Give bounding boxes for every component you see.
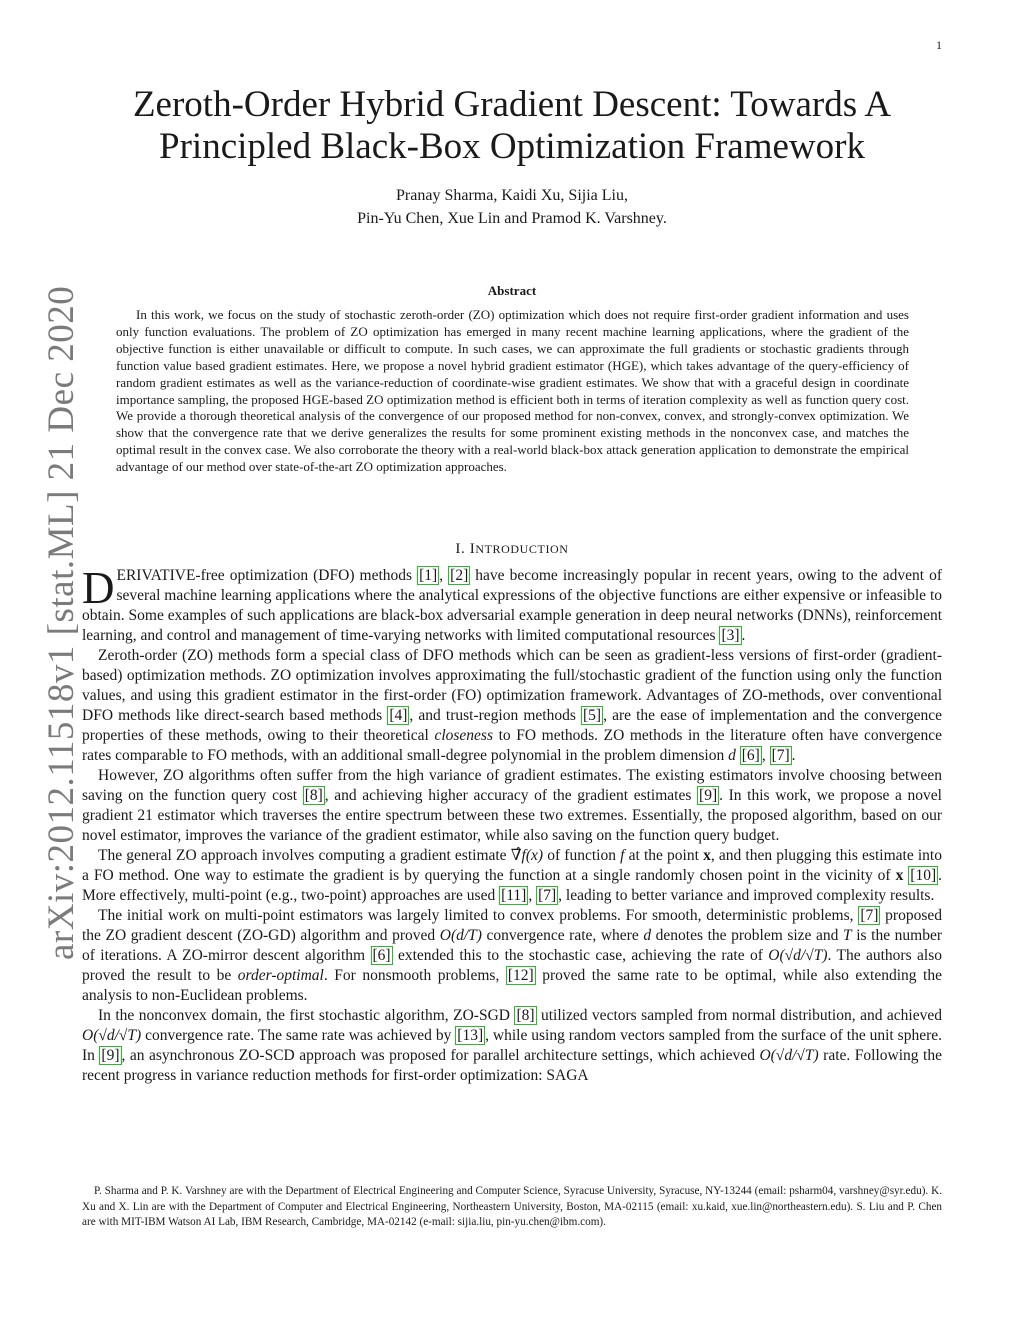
- citation-link[interactable]: [8]: [516, 1007, 535, 1024]
- citation-link[interactable]: [11]: [501, 887, 527, 904]
- citation-link[interactable]: [7]: [538, 887, 557, 904]
- citation-link[interactable]: [6]: [741, 747, 760, 764]
- citation-link[interactable]: [1]: [419, 567, 438, 584]
- footnote: [82, 1184, 942, 1231]
- title-line-2: Principled Black-Box Optimization Framework: [159, 126, 865, 167]
- citation-link[interactable]: [4]: [389, 707, 408, 724]
- citation-link[interactable]: [8]: [304, 787, 323, 804]
- paragraph-6: In the nonconvex domain, the first stochastic algorithm, ZO-SGD [8] utilized vectors sampled from normal distribution, and achieved O(√d/√T) convergence rate. The same rate was achieved by [13] , while using random vectors sampled from the surface of the unit sphere. In [9] , an asynchronous ZO-SCD approach was proposed for parallel architecture settings, which achieved O(√d/√T) rate. Following the recent progress in variance reduction methods for first-order optimization: SAGA: [82, 1007, 942, 1084]
- math-d: d: [643, 927, 652, 944]
- emphasis-closeness: closeness: [434, 727, 493, 744]
- paragraph-3: However, ZO algorithms often suffer from the high variance of gradient estimates. The existing estimators involve choosing between saving on the function query cost [8] , and achieving higher accuracy of the gradient estimates [9] . In this work, we propose a novel gradient 21 estimator which traverses the entire spectrum between these two extremes. Essentially, the proposed algorithm, based on our novel estimator, improves the variance of the gradient estimator, while also saving on the function query budget.: [82, 767, 942, 844]
- authors-line-1: Pranay Sharma, Kaidi Xu, Sijia Liu,: [396, 187, 628, 204]
- authors-line-2: Pin-Yu Chen, Xue Lin and Pramod K. Varshney.: [357, 210, 667, 227]
- citation-link[interactable]: [9]: [101, 1047, 120, 1064]
- citation-link[interactable]: [5]: [583, 707, 602, 724]
- math-f: f: [620, 847, 625, 864]
- citation-link[interactable]: [7]: [771, 747, 790, 764]
- paper-title: [60, 84, 964, 168]
- citation-link[interactable]: [12]: [507, 967, 534, 984]
- math-d: d: [728, 747, 736, 764]
- citation-link[interactable]: [13]: [457, 1027, 484, 1044]
- section-heading-introduction: [0, 541, 1024, 558]
- section-initial: I: [469, 541, 476, 557]
- paragraph-2: Zeroth-order (ZO) methods form a special class of DFO methods which can be seen as gradient-less versions of first-order (gradient-based) optimization methods. ZO optimization involves approximating the full/stochastic gradient of the function using only the function values, and using this gradient estimator in the first-order (FO) optimization framework. Advantages of ZO-methods, over conventional DFO methods like direct-search based methods [4] , and trust-region methods [5] , are the ease of implementation and the convergence properties of these methods, owing to their theoretical closeness to FO methods. ZO methods in the literature often have convergence rates comparable to FO methods, with an additional small-degree polynomial in the problem dimension d [6] , [7] .: [82, 647, 942, 764]
- citation-link[interactable]: [7]: [860, 907, 879, 924]
- abstract-heading: Abstract: [487, 283, 537, 298]
- title-line-1: Zeroth-Order Hybrid Gradient Descent: Towards A: [132, 84, 892, 125]
- body-text: [82, 563, 943, 1086]
- citation-link[interactable]: [6]: [372, 947, 391, 964]
- drop-cap: D: [82, 563, 115, 613]
- math-gradient-estimate: ∇̂f(x): [510, 847, 544, 864]
- math-t: T: [843, 927, 852, 944]
- emphasis-order-optimal: order-optimal: [237, 967, 324, 984]
- math-rate: O(√d/√T): [759, 1047, 819, 1064]
- paragraph-4: The general ZO approach involves computing a gradient estimate ∇̂f(x) of function f at the point x, and then plugging this estimate into a FO method. One way to estimate the gradient is by querying the function at a single randomly chosen point in the vicinity of x [10] . More effectively, multi-point (e.g., two-point) approaches are used [11] , [7] , leading to better variance and improved complexity results.: [82, 847, 942, 904]
- page-number: 1: [936, 38, 942, 52]
- paragraph-1: DERIVATIVE-free optimization (DFO) methods [1] , [2] have become increasingly popular in recent years, owing to the advent of several machine learning applications where the analytical expressions of the objective functions are either expensive or infeasible to obtain. Some examples of such applications are black-box adversarial example generation in deep neural networks (DNNs), reinforcement learning, and control and management of time-varying networks with limited computational resources [3] .: [82, 563, 942, 644]
- section-number: I.: [455, 541, 470, 557]
- citation-link[interactable]: [2]: [450, 567, 469, 584]
- math-x: x: [703, 847, 711, 864]
- footnote-affiliations: P. Sharma and P. K. Varshney are with the Department of Electrical Engineering and Computer Science, Syracuse University, Syracuse, NY-13244 (email: psharm04, varshney@syr.edu). K. Xu and X. Lin are with the Department of Computer and Electrical Engineering, Northeastern University, Boston, MA-02115 (email: xu.kaid, xue.lin@northeastern.edu). S. Liu and P. Chen are with MIT-IBM Watson AI Lab, IBM Research, Cambridge, MA-02142 (e-mail: sijia.liu, pin-yu.chen@ibm.com).: [82, 1185, 942, 1229]
- math-rate: O(d/T): [439, 927, 482, 944]
- arxiv-identifier[interactable]: arXiv:2012.11518v1 [stat.ML] 21 Dec 2020: [41, 285, 82, 960]
- citation-link[interactable]: [10]: [910, 867, 937, 884]
- math-rate: O(√d/√T): [768, 947, 828, 964]
- citation-link[interactable]: [9]: [699, 787, 718, 804]
- paragraph-5: The initial work on multi-point estimators was largely limited to convex problems. For smooth, deterministic problems, [7] proposed the ZO gradient descent (ZO-GD) algorithm and proved O(d/T) convergence rate, where d denotes the problem size and T is the number of iterations. A ZO-mirror descent algorithm [6] extended this to the stochastic case, achieving the rate of O(√d/√T). The authors also proved the result to be order-optimal. For nonsmooth problems, [12] proved the same rate to be optimal, while also extending the analysis to non-Euclidean problems.: [82, 907, 943, 1004]
- abstract-text: In this work, we focus on the study of stochastic zeroth-order (ZO) optimization which does not require first-order gradient information and uses only function evaluations. The problem of ZO optimization has emerged in many recent machine learning applications, where the gradient of the objective function is either unavailable or difficult to compute. In such cases, we can approximate the full gradients or stochastic gradients through function value based gradient estimates. Here, we propose a novel hybrid gradient estimator (HGE), which takes advantage of the query-efficiency of random gradient estimates as well as the variance-reduction of coordinate-wise gradient estimates. We show that with a graceful design in coordinate importance sampling, the proposed HGE-based ZO optimization method is efficient both in terms of iteration complexity as well as function query cost. We provide a thorough theoretical analysis of the convergence of our proposed method for non-convex, convex, and strongly-convex optimization. We show that the convergence rate that we derive generalizes the results for some prominent existing methods in the nonconvex case, and matches the optimal result in the convex case. We also corroborate the theory with a real-world black-box attack generation application to demonstrate the empirical advantage of our method over state-of-the-art ZO optimization approaches.: [116, 307, 909, 475]
- author-list: [60, 184, 964, 230]
- math-rate: O(√d/√T): [82, 1027, 142, 1044]
- section-title-rest: NTRODUCTION: [475, 542, 569, 556]
- math-x: x: [895, 867, 904, 884]
- citation-link[interactable]: [3]: [721, 627, 740, 644]
